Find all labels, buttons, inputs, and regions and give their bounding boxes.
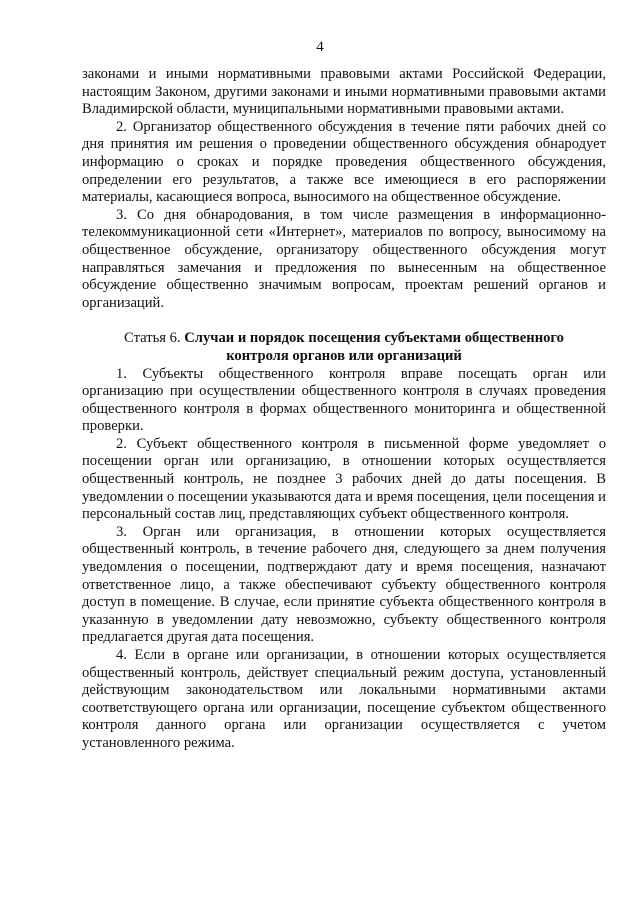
article-paragraph-1: 1. Субъекты общественного контроля вправе посещать орган или организацию при осуществлении общественного контроля в случаях проведения общественного контроля в формах общественного мониторинга и общественной проверки.: [82, 365, 606, 435]
article-number: Статья 6.: [124, 330, 181, 347]
paragraph-continuation: законами и иными нормативными правовыми актами Российской Федерации, настоящим Законом, другими законами и иными нормативными правовыми актами Владимирской области, муниципальными нормативными правовыми актами.: [82, 66, 606, 118]
document-body: [82, 66, 606, 753]
article-heading: [82, 330, 606, 365]
page-number: 4: [316, 39, 324, 55]
article-paragraph-4: 4. Если в органе или организации, в отношении которых осуществляется общественный контроль, действует специальный режим доступа, установленный действующим законодательством или локальными нормативными актами соответствующего органа или организации, посещение субъектом общественного контроля данного органа или организации осуществляется с учетом установленного режима.: [82, 647, 606, 751]
article-title: Случаи и порядок посещения субъектами общественного контроля органов или организаций: [184, 330, 564, 364]
article-paragraph-2: 2. Субъект общественного контроля в письменной форме уведомляет о посещении орган или организацию, в отношении которых осуществляется общественный контроль, не позднее 3 рабочих дней до даты посещения. В уведомлении о посещении указываются дата и время посещения, цели посещения и персональный состав лиц, представляющих субъект общественного контроля.: [82, 435, 606, 523]
paragraph-2: 2. Организатор общественного обсуждения в течение пяти рабочих дней со дня принятия им решения о проведении общественного обсуждения обнародует информацию о сроках и порядке проведения общественного обсуждения, определении его результатов, а также все имеющиеся в его распоряжении материалы, касающиеся вопроса, выносимого на общественное обсуждение.: [82, 118, 606, 206]
article-paragraph-3: 3. Орган или организация, в отношении которых осуществляется общественный контроль, в течение рабочего дня, следующего за днем получения уведомления о посещении, подтверждают дату и время посещения, назначают ответственное лицо, а также обеспечивают субъекту общественного контроля доступ в помещение. В случае, если принятие субъекта общественного контроля в указанную в уведомлении дату невозможно, субъекту общественного контроля предлагается другая дата посещения.: [82, 523, 606, 646]
paragraph-3: 3. Со дня обнародования, в том числе размещения в информационно-телекоммуникационной сети «Интернет», материалов по вопросу, выносимому на общественное обсуждение, организатору общественного обсуждения могут направляться замечания и предложения по вынесенным на общественное обсуждение общественно значимым вопросам, проектам решений органов и организаций.: [82, 206, 606, 311]
